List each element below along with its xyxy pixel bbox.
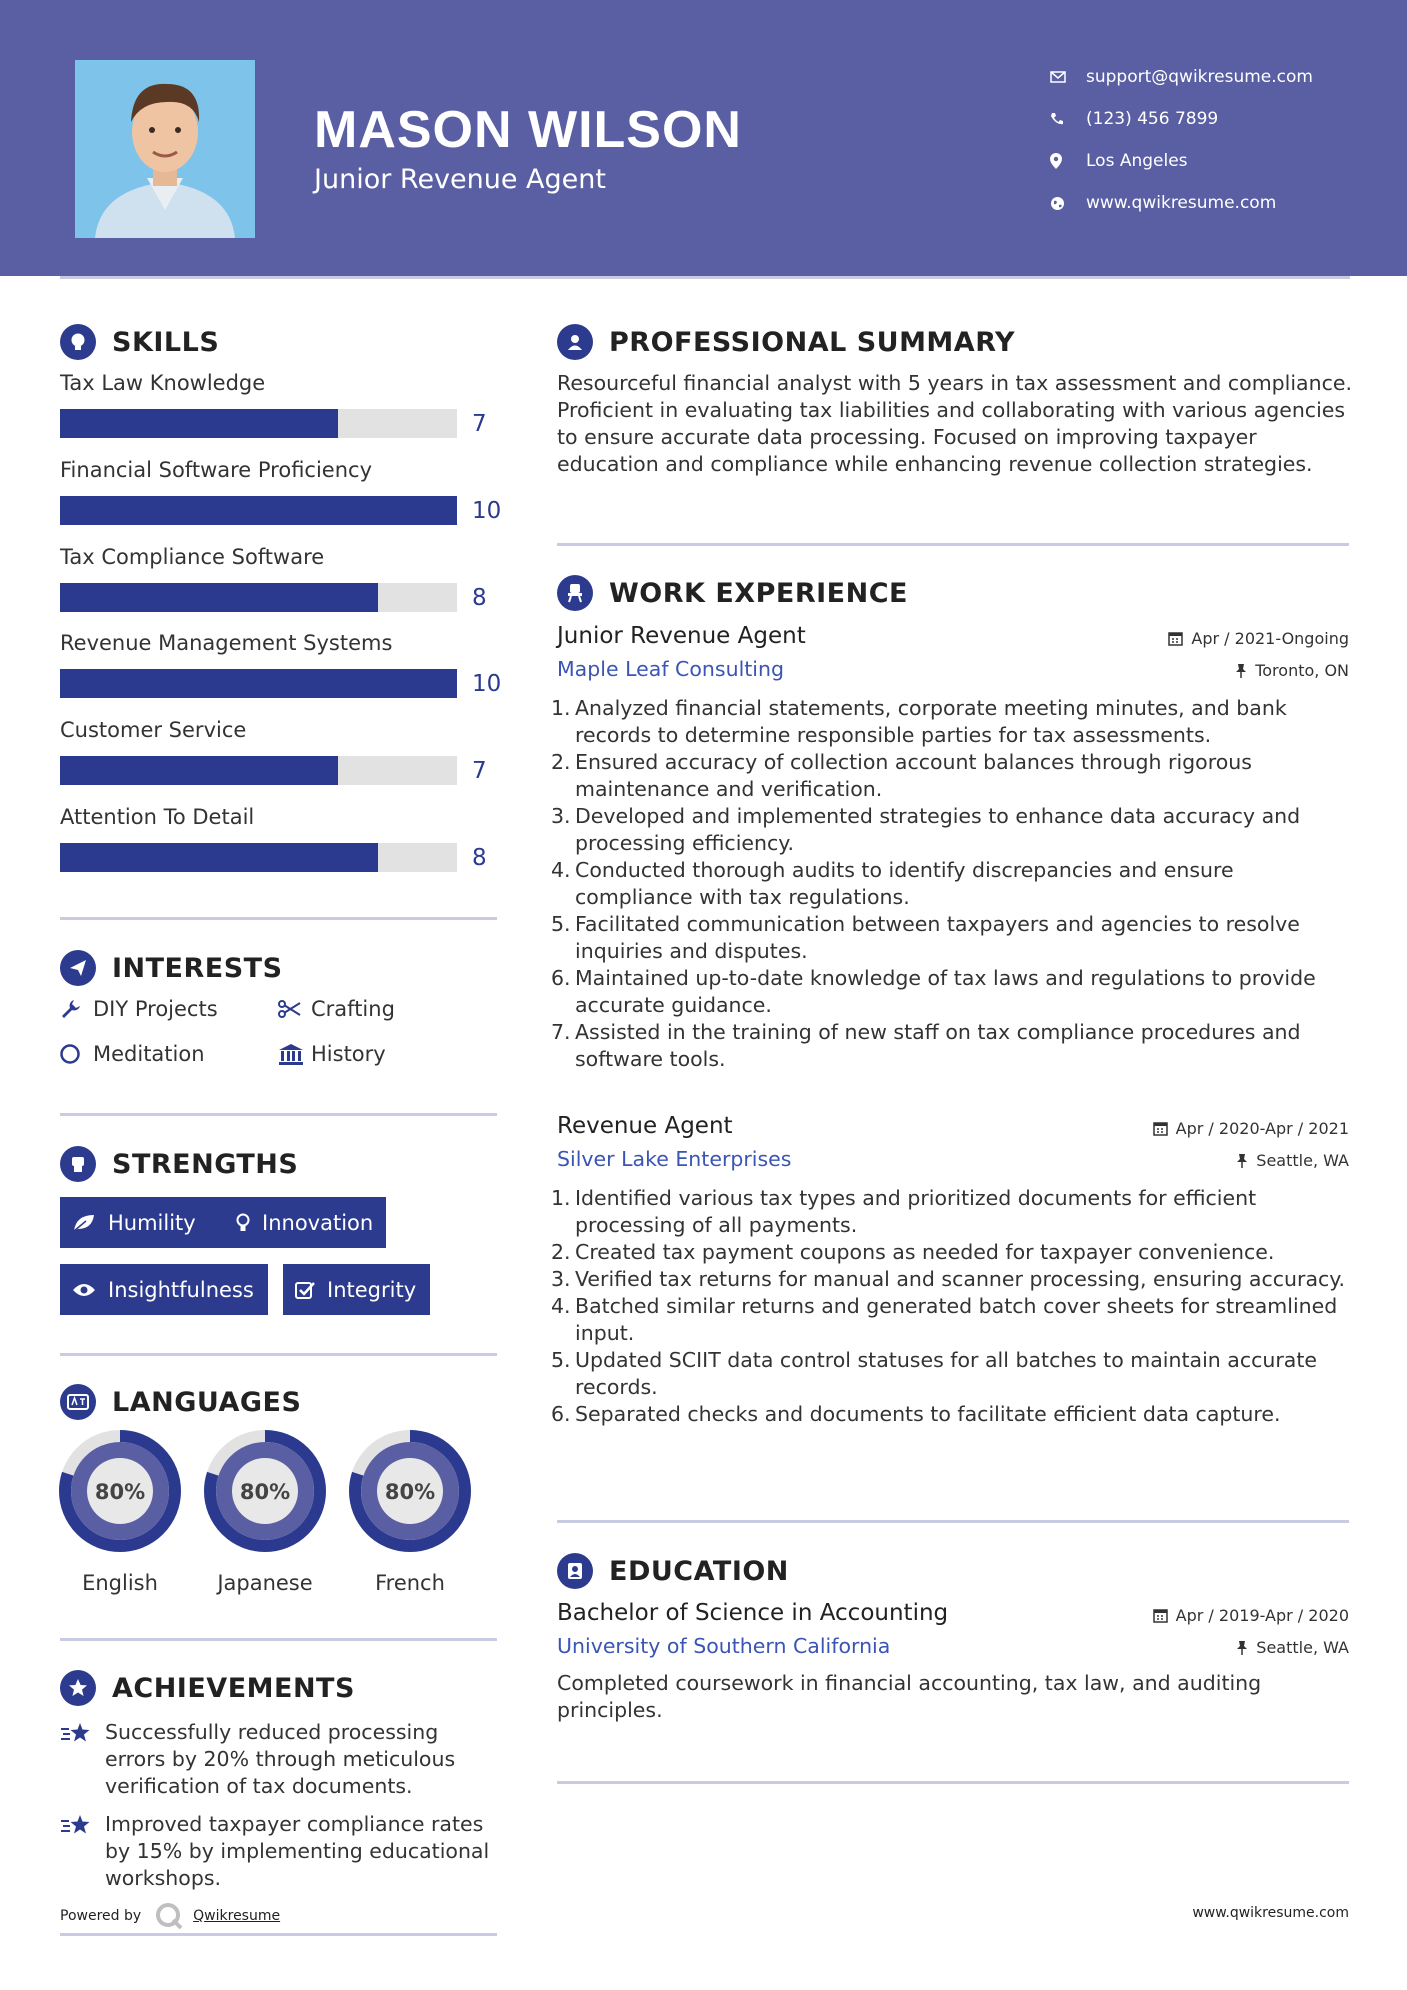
language-name: English (82, 1571, 158, 1595)
job-date (1168, 629, 1349, 648)
skill-item (60, 458, 502, 524)
achievement-item (60, 1811, 500, 1892)
job-company: Maple Leaf Consulting (557, 657, 785, 681)
language-name: French (375, 1571, 445, 1595)
job-bullet: 1. Analyzed financial statements, corporate meeting minutes, and bank records to determine responsible parties for tax assessments. (551, 696, 1287, 747)
map-pin-icon (1050, 153, 1086, 169)
skill-bar (60, 409, 457, 438)
header-divider (60, 276, 1350, 279)
skill-item (60, 718, 500, 784)
skill-bar (60, 843, 457, 872)
calendar-icon (1168, 631, 1183, 646)
language-percent: 80% (94, 1480, 146, 1504)
skill-item (60, 631, 502, 697)
strength-tag (60, 1264, 268, 1315)
strength-tag (283, 1264, 430, 1315)
powered-by-label: Powered by (60, 1908, 142, 1924)
interests-divider (60, 1113, 497, 1116)
job-date-text: Apr / 2021-Ongoing (1191, 629, 1349, 648)
degree-title: Bachelor of Science in Accounting (557, 1600, 949, 1626)
profile-photo (75, 60, 255, 238)
envelope-icon (1050, 71, 1086, 83)
job-bullet: 6. Separated checks and documents to facilitate efficient data capture. (551, 1402, 1281, 1426)
job-bullet: 2. Ensured accuracy of collection account balances through rigorous maintenance and verification. (551, 750, 1252, 801)
powered-by (60, 1902, 280, 1930)
checkbox-icon (295, 1280, 315, 1300)
skill-bar (60, 756, 457, 785)
qwikresume-link[interactable]: Qwikresume (193, 1908, 281, 1924)
contact-phone[interactable] (1050, 98, 1313, 140)
achievement-item (60, 1719, 500, 1800)
skill-label: Financial Software Proficiency (60, 458, 373, 482)
achievement-text: Improved taxpayer compliance rates by 15% by implementing educational workshops. (105, 1812, 490, 1890)
fist-icon (60, 1146, 96, 1182)
skills-title: SKILLS (112, 326, 220, 358)
skill-bar-fill (60, 583, 378, 612)
achievement-text: Successfully reduced processing errors by 20% through meticulous verification of tax documents. (105, 1720, 456, 1798)
education-date-text: Apr / 2019-Apr / 2020 (1175, 1606, 1349, 1625)
strength-label: Integrity (327, 1277, 417, 1302)
interests-title: INTERESTS (112, 952, 283, 984)
education-date (1153, 1606, 1349, 1625)
job-bullet: 3. Verified tax returns for manual and scanner processing, ensuring accuracy. (551, 1267, 1346, 1291)
language-item (203, 1429, 327, 1595)
interest-label: History (311, 1042, 386, 1066)
phone-text: (123) 456 7899 (1086, 109, 1219, 129)
language-ring (348, 1429, 472, 1553)
languages-heading (60, 1384, 301, 1420)
strengths-title: STRENGTHS (112, 1148, 299, 1180)
interests-heading (60, 950, 283, 986)
scissors-icon (278, 1000, 311, 1018)
chair-icon (557, 575, 593, 611)
skill-item (60, 545, 500, 611)
education-description: Completed coursework in financial accounting, tax law, and auditing principles. (557, 1671, 1262, 1722)
achievements-heading (60, 1670, 355, 1706)
job-entry (551, 623, 1349, 1073)
skill-value: 7 (472, 411, 487, 437)
phone-icon (1050, 112, 1086, 126)
skill-bar-fill (60, 409, 338, 438)
skill-label: Customer Service (60, 718, 247, 742)
skill-label: Revenue Management Systems (60, 631, 393, 655)
skills-divider (60, 917, 497, 920)
candidate-name: MASON WILSON (314, 101, 742, 159)
skill-label: Tax Law Knowledge (60, 371, 266, 395)
job-bullet: 3. Developed and implemented strategies to enhance data accuracy and processing efficiency. (551, 804, 1301, 855)
job-bullet: 6. Maintained up-to-date knowledge of tax laws and regulations to provide accurate guidance. (551, 966, 1316, 1017)
footer-divider-left (60, 1933, 497, 1936)
skill-item (60, 371, 500, 437)
language-ring (203, 1429, 327, 1553)
job-date-text: Apr / 2020-Apr / 2021 (1175, 1119, 1349, 1138)
experience-title: WORK EXPERIENCE (609, 577, 908, 609)
interest-label: Crafting (311, 997, 395, 1021)
job-bullet: 4. Batched similar returns and generated batch cover sheets for streamlined input. (551, 1294, 1338, 1345)
eye-icon (72, 1282, 96, 1298)
education-location-text: Seattle, WA (1256, 1638, 1349, 1657)
calendar-icon (1153, 1121, 1168, 1136)
interest-item (60, 997, 218, 1021)
job-bullet: 1. Identified various tax types and prioritized documents for efficient processing of all payments. (551, 1186, 1257, 1237)
pushpin-icon (1235, 663, 1247, 678)
graduate-icon (557, 1553, 593, 1589)
skill-value: 7 (472, 758, 487, 784)
languages-title: LANGUAGES (112, 1386, 302, 1418)
education-entry (557, 1600, 1349, 1724)
job-title: Junior Revenue Agent (557, 623, 806, 649)
skill-label: Attention To Detail (60, 805, 255, 829)
education-heading (557, 1553, 789, 1589)
contact-website[interactable] (1050, 182, 1313, 224)
location-text: Los Angeles (1086, 151, 1188, 171)
interest-item (278, 1042, 386, 1066)
pushpin-icon (1236, 1153, 1248, 1168)
lightbulb-icon (60, 324, 96, 360)
job-company: Silver Lake Enterprises (557, 1147, 792, 1171)
job-bullet: 2. Created tax payment coupons as needed for taxpayer convenience. (551, 1240, 1275, 1264)
job-bullets (551, 695, 1349, 1073)
skill-value: 8 (472, 585, 487, 611)
languages-divider (60, 1638, 497, 1641)
interest-item (278, 997, 395, 1021)
job-location-text: Toronto, ON (1255, 661, 1349, 680)
language-percent: 80% (384, 1480, 436, 1504)
interest-label: Meditation (93, 1042, 205, 1066)
star-badge-icon (60, 1670, 96, 1706)
user-icon (557, 324, 593, 360)
summary-heading (557, 324, 1015, 360)
job-location-text: Seattle, WA (1256, 1151, 1349, 1170)
language-icon (60, 1384, 96, 1420)
pushpin-icon (1236, 1640, 1248, 1655)
achievements-title: ACHIEVEMENTS (112, 1672, 355, 1704)
email-text: support@qwikresume.com (1086, 67, 1313, 87)
resume-header (0, 0, 1407, 276)
skill-item (60, 805, 500, 871)
website-text: www.qwikresume.com (1086, 193, 1277, 213)
strengths-heading (60, 1146, 298, 1182)
job-bullet: 7. Assisted in the training of new staff on tax compliance procedures and software tools. (551, 1020, 1301, 1071)
strength-label: Humility (108, 1210, 196, 1235)
job-bullet: 5. Facilitated communication between taxpayers and agencies to resolve inquiries and disputes. (551, 912, 1300, 963)
school-name: University of Southern California (557, 1634, 891, 1658)
summary-title: PROFESSIONAL SUMMARY (609, 326, 1016, 358)
leaf-icon (72, 1213, 96, 1233)
skill-value: 10 (472, 671, 502, 697)
language-name: Japanese (217, 1571, 313, 1595)
job-location (1235, 661, 1349, 680)
education-title: EDUCATION (609, 1555, 789, 1587)
skill-bar (60, 669, 457, 698)
shooting-star-icon (60, 1811, 105, 1892)
skill-bar (60, 583, 457, 612)
language-percent: 80% (239, 1480, 291, 1504)
job-entry (551, 1113, 1349, 1428)
calendar-icon (1153, 1608, 1168, 1623)
strength-tag (224, 1197, 386, 1248)
strength-label: Innovation (262, 1210, 374, 1235)
skill-bar (60, 496, 457, 525)
skill-value: 8 (472, 845, 487, 871)
contact-location (1050, 140, 1313, 182)
language-item (58, 1429, 182, 1595)
job-date (1153, 1119, 1349, 1138)
skill-value: 10 (472, 498, 502, 524)
skill-bar-fill (60, 669, 457, 698)
skills-heading (60, 324, 219, 360)
language-ring (58, 1429, 182, 1553)
paper-plane-icon (60, 950, 96, 986)
summary-divider (557, 543, 1349, 546)
job-bullet: 4. Conducted thorough audits to identify discrepancies and ensure compliance with tax regulations. (551, 858, 1234, 909)
wrench-icon (60, 998, 93, 1020)
contact-email[interactable] (1050, 56, 1313, 98)
skill-bar-fill (60, 756, 338, 785)
job-bullets (551, 1185, 1349, 1428)
strengths-divider (60, 1353, 497, 1356)
qwikresume-logo-icon (155, 1902, 183, 1930)
footer-website[interactable]: www.qwikresume.com (1192, 1905, 1349, 1921)
skill-bar-fill (60, 843, 378, 872)
education-divider (557, 1781, 1349, 1784)
interest-item (60, 1042, 205, 1066)
globe-icon (1050, 196, 1086, 211)
education-location (1236, 1638, 1349, 1657)
experience-divider (557, 1520, 1349, 1523)
job-bullet: 5. Updated SCIIT data control statuses for all batches to maintain accurate records. (551, 1348, 1318, 1399)
candidate-title: Junior Revenue Agent (314, 164, 606, 195)
contact-list (1050, 56, 1313, 224)
language-item (348, 1429, 472, 1595)
strength-label: Insightfulness (108, 1277, 254, 1302)
skill-bar-fill (60, 496, 457, 525)
summary-text: Resourceful financial analyst with 5 years in tax assessment and compliance. Proficient in evaluating tax liabilities and collaborating with various agencies to ensure accurate data processing. Focused on improving taxpayer education and compliance while enhancing revenue collection strategies. (557, 371, 1353, 476)
interest-label: DIY Projects (93, 997, 218, 1021)
experience-heading (557, 575, 908, 611)
shooting-star-icon (60, 1719, 105, 1800)
lightbulb-icon (236, 1213, 250, 1233)
bank-icon (278, 1043, 311, 1065)
job-title: Revenue Agent (557, 1113, 733, 1139)
circle-icon (60, 1043, 93, 1065)
job-location (1236, 1151, 1349, 1170)
skill-label: Tax Compliance Software (60, 545, 325, 569)
